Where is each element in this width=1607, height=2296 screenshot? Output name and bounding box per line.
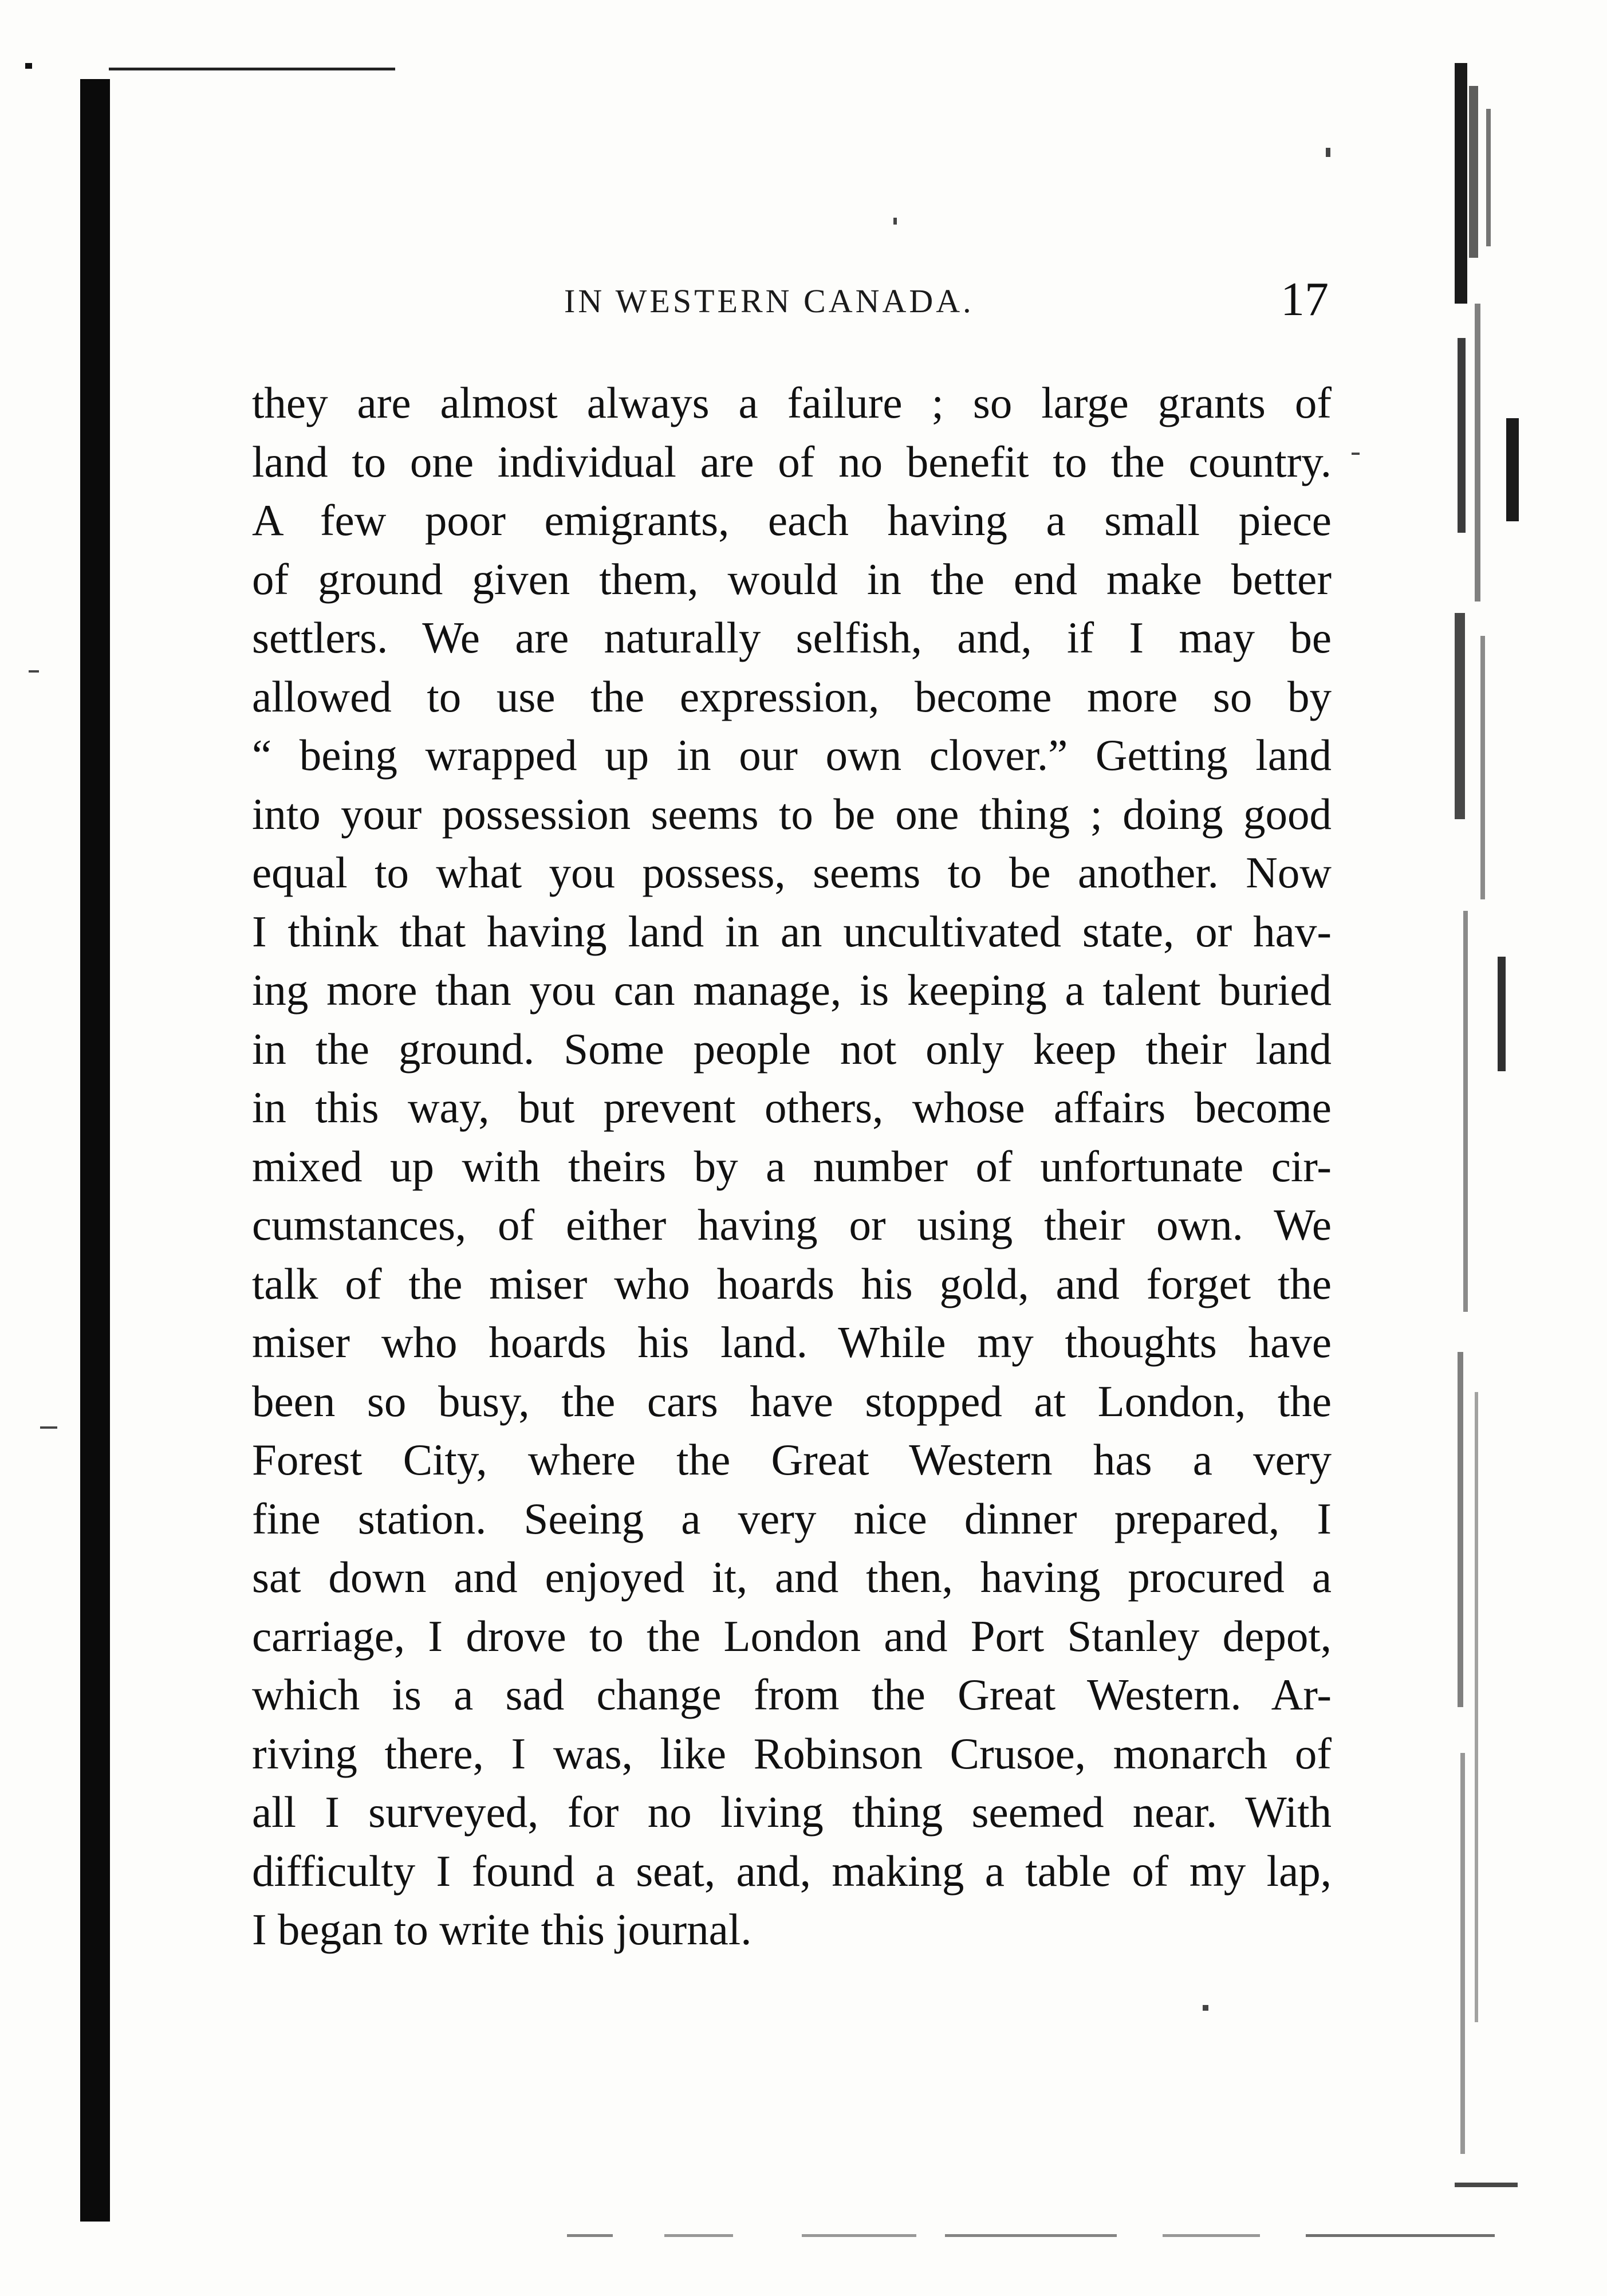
text-line: “ being wrapped up in our own clover.” Getting land xyxy=(252,730,1332,780)
text-line: ing more than you can manage, is keeping a talent buried xyxy=(252,965,1332,1015)
text-line: which is a sad change from the Great Western. Ar- xyxy=(252,1670,1332,1719)
text-line: cumstances, of either having or using their own. We xyxy=(252,1200,1332,1249)
scan-speck xyxy=(1352,453,1360,455)
scan-top-rule xyxy=(109,68,395,70)
scan-speck xyxy=(893,218,897,225)
text-line: riving there, I was, like Robinson Crusoe, monarch of xyxy=(252,1728,1332,1778)
page-number: 17 xyxy=(1281,273,1329,326)
text-line: fine station. Seeing a very nice dinner prepared, I xyxy=(252,1493,1332,1543)
text-line: into your possession seems to be one thing ; doing good xyxy=(252,789,1332,839)
scan-bottom-mark xyxy=(664,2234,733,2237)
text-line: land to one individual are of no benefit to the country. xyxy=(252,437,1332,486)
scan-speck xyxy=(25,63,32,69)
text-line: allowed to use the expression, become more so by xyxy=(252,671,1332,721)
text-line: sat down and enjoyed it, and then, having procured a xyxy=(252,1552,1332,1602)
text-line: in this way, but prevent others, whose affairs become xyxy=(252,1083,1332,1132)
text-line: carriage, I drove to the London and Port Stanley depot, xyxy=(252,1611,1332,1661)
text-line: been so busy, the cars have stopped at London, the xyxy=(252,1376,1332,1426)
scan-bottom-mark xyxy=(1306,2234,1495,2237)
text-line: Forest City, where the Great Western has a very xyxy=(252,1435,1332,1484)
text-line: they are almost always a failure ; so large grants of xyxy=(252,378,1332,427)
text-line: all I surveyed, for no living thing seemed near. With xyxy=(252,1787,1332,1837)
text-line: miser who hoards his land. While my thoughts have xyxy=(252,1318,1332,1367)
text-line: settlers. We are naturally selfish, and, if I may be xyxy=(252,613,1332,662)
running-header xyxy=(252,275,1329,327)
text-line: talk of the miser who hoards his gold, and forget the xyxy=(252,1259,1332,1308)
scan-bottom-mark xyxy=(567,2234,613,2237)
text-line: of ground given them, would in the end make better xyxy=(252,554,1332,604)
scan-bottom-mark xyxy=(1163,2234,1260,2237)
scan-right-page-edge xyxy=(1452,63,1538,2240)
text-line-last: I began to write this journal. xyxy=(252,1905,752,1954)
scan-speck xyxy=(1203,2005,1208,2011)
scan-speck xyxy=(40,1426,57,1429)
scan-bottom-mark xyxy=(802,2234,916,2237)
text-line: A few poor emigrants, each having a small piece xyxy=(252,496,1332,545)
scan-bottom-mark xyxy=(945,2234,1117,2237)
text-line: mixed up with theirs by a number of unfortunate cir- xyxy=(252,1141,1332,1191)
body-text xyxy=(252,374,1332,1959)
text-line: equal to what you possess, seems to be another. Now xyxy=(252,848,1332,897)
text-line: in the ground. Some people not only keep their land xyxy=(252,1024,1332,1074)
text-line: difficulty I found a seat, and, making a table of my lap, xyxy=(252,1846,1332,1896)
scan-left-binding-shadow xyxy=(80,79,110,2222)
scan-speck xyxy=(1326,148,1330,157)
scan-speck xyxy=(29,670,39,673)
running-title: IN WESTERN CANADA. xyxy=(564,282,974,320)
text-line: I think that having land in an uncultivated state, or hav- xyxy=(252,906,1332,956)
